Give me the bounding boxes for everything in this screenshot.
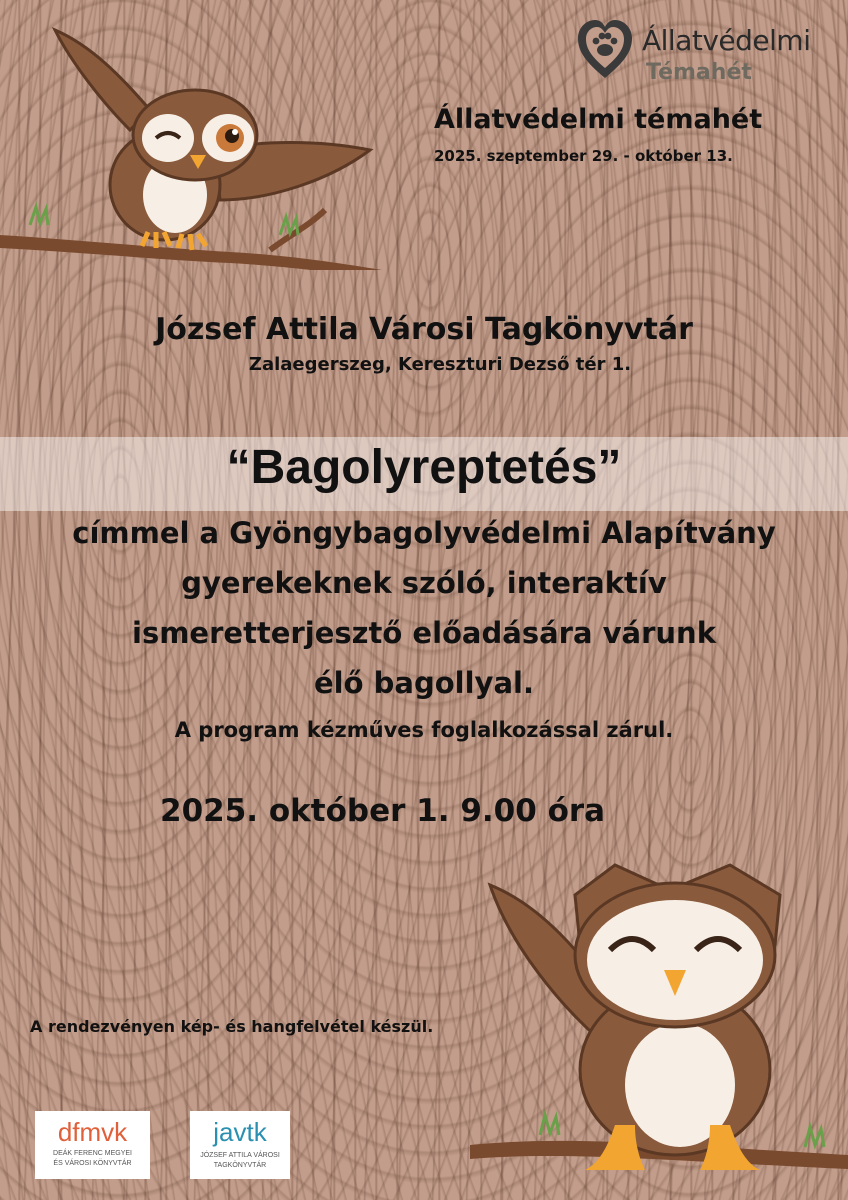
main-title: “Bagolyreptetés” — [226, 441, 622, 494]
description-line-2: gyerekeknek szóló, interaktív — [181, 566, 667, 600]
venue-name: József Attila Városi Tagkönyvtár — [155, 312, 693, 347]
javtk-logo — [190, 1111, 290, 1179]
craft-note: A program kézműves foglalkozással zárul. — [174, 718, 674, 742]
javtk-brand: javtk — [213, 1117, 267, 1147]
event-datetime: 2025. október 1. 9.00 óra — [160, 793, 606, 829]
description-line-3: ismeretterjesztő előadására várunk — [132, 616, 716, 650]
heart-paw-icon — [576, 18, 634, 82]
javtk-line1: JÓZSEF ATTILA VÁROSI — [200, 1152, 280, 1159]
recording-notice: A rendezvényen kép- és hangfelvétel készül. — [30, 1017, 434, 1036]
event-title: Állatvédelmi témahét — [434, 104, 763, 135]
description-line-1: címmel a Gyöngybagolyvédelmi Alapítvány — [72, 516, 776, 550]
animal-welfare-logo — [576, 16, 838, 86]
flying-owl-illustration — [0, 20, 400, 270]
dfmvk-brand: dfmvk — [57, 1117, 128, 1147]
dfmvk-line1: DEÁK FERENC MEGYEI — [53, 1150, 132, 1157]
dfmvk-line2: ÉS VÁROSI KÖNYVTÁR — [53, 1160, 132, 1167]
logo-text-line1: Állatvédelmi — [642, 24, 811, 57]
venue-address: Zalaegerszeg, Kereszturi Dezső tér 1. — [248, 354, 632, 375]
dfmvk-logo — [35, 1111, 150, 1179]
logo-text-line2: Témahét — [646, 60, 752, 85]
description-line-4: élő bagollyal. — [314, 666, 534, 700]
waving-owl-illustration — [470, 835, 848, 1200]
javtk-line2: TAGKÖNYVTÁR — [213, 1162, 267, 1169]
event-dates: 2025. szeptember 29. - október 13. — [434, 147, 733, 165]
